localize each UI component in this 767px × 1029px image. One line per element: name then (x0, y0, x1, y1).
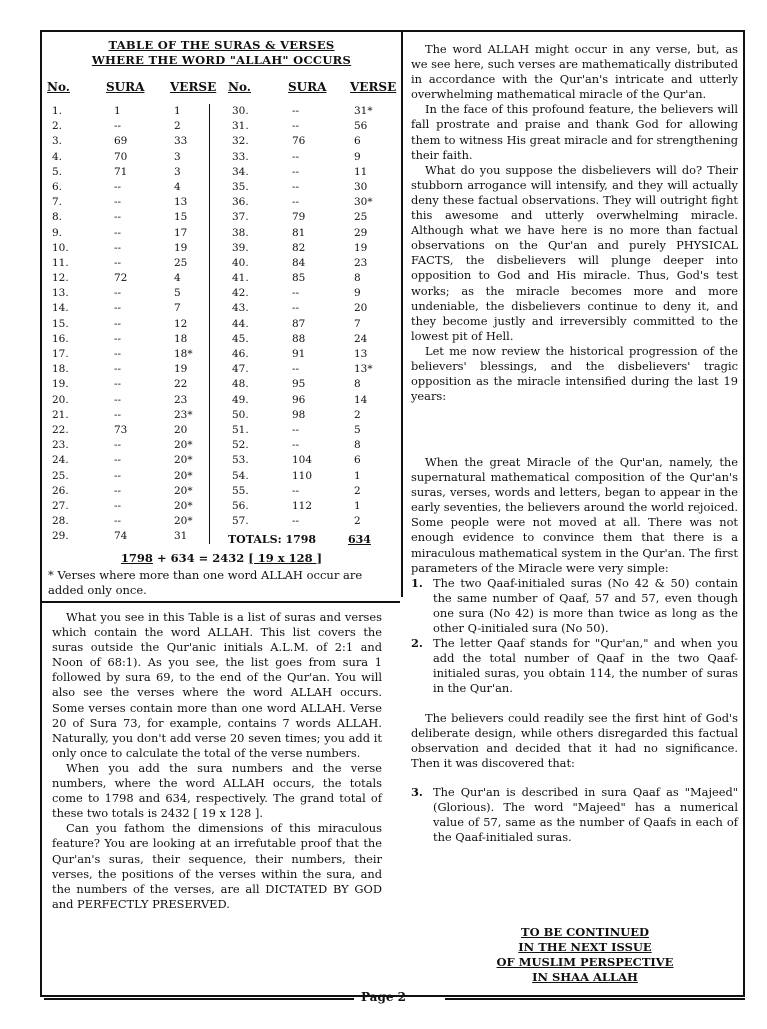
table-row (232, 195, 397, 210)
table-row (52, 393, 202, 408)
page-number: Page 2 (360, 990, 407, 1004)
table-cell-no: 48. (232, 378, 249, 391)
table-cell-no: 44. (232, 317, 249, 330)
right-paragraph-3: What do you suppose the disbelievers will do? Their stubborn arrogance will intensify, and they will actually deny these factual observations. They will outright fight this awesome and utterly overwhelming miracle. Although what we have here is no more than factual observations on the Qur'an and purely PHYSICAL FACTS, the disbelievers will plunge deeper into opposition to God and His miracle. Thus, God's test works; as the miracle becomes more and more undeniable, the disbelievers continue to deny it, and they become justly and irreversibly committed to the lowest pit of Hell. (411, 162, 738, 343)
table-cell-sura: -- (114, 363, 122, 376)
table-cell-sura: 73 (114, 423, 128, 436)
table-cell-no: 46. (232, 348, 249, 360)
table-cell-verse: 30* (354, 196, 373, 209)
table-cell-sura: 87 (292, 317, 306, 330)
table-cell-no: 30. (232, 105, 249, 117)
table-cell-verse: 30 (354, 180, 368, 193)
table-cell-no: 6. (52, 180, 63, 193)
table-cell-verse: 5 (354, 423, 361, 436)
table-row (52, 514, 202, 529)
table-cell-no: 28. (52, 515, 69, 528)
table-cell-verse: 20* (174, 439, 193, 452)
table-cell-verse: 19 (354, 241, 368, 254)
table-row (52, 332, 202, 347)
table-cell-no: 27. (52, 499, 69, 512)
table-cell-verse: 31 (174, 530, 188, 543)
table-cell-sura: -- (114, 499, 122, 512)
table-cell-sura: -- (114, 241, 122, 254)
table-cell-sura: -- (114, 332, 122, 345)
numbered-item-3-number: 3. (411, 784, 423, 799)
table-cell-sura: -- (292, 196, 300, 209)
table-cell-sura: -- (114, 120, 122, 133)
table-cell-no: 14. (52, 302, 69, 315)
table-cell-no: 17. (52, 348, 69, 360)
table-row (52, 484, 202, 499)
table-row (52, 317, 202, 332)
table-row (52, 271, 202, 286)
table-row (232, 119, 397, 134)
numbered-item-2-number: 2. (411, 636, 423, 651)
table-cell-verse: 23* (174, 408, 193, 421)
table-cell-no: 12. (52, 272, 69, 285)
table-cell-verse: 4 (174, 272, 181, 285)
table-cell-sura: 79 (292, 211, 306, 224)
table-cell-sura: 76 (292, 135, 306, 148)
continued-line-4: IN SHAA ALLAH (532, 970, 638, 984)
to-be-continued-notice (470, 925, 700, 985)
table-cell-sura: 88 (292, 332, 306, 345)
table-cell-verse: 20* (174, 484, 193, 497)
table-cell-no: 1. (52, 105, 63, 117)
table-cell-no: 35. (232, 180, 249, 193)
table-cell-sura: -- (292, 439, 300, 452)
right-paragraph-2: In the face of this profound feature, the believers will fall prostrate and praise and thank God for allowing them to witness His great miracle and for strengthening their faith. (411, 102, 738, 162)
table-row (52, 469, 202, 484)
table-cell-sura: -- (114, 302, 122, 315)
grand-total-factor: [ 19 x 128 ] (248, 551, 323, 565)
table-row (52, 134, 202, 149)
table-cell-sura: -- (114, 196, 122, 209)
table-cell-sura: 1 (114, 105, 121, 117)
table-cell-no: 34. (232, 165, 249, 178)
table-row (52, 438, 202, 453)
table-cell-verse: 9 (354, 150, 361, 163)
table-cell-sura: 96 (292, 393, 306, 406)
totals-sura: 1798 (285, 533, 317, 546)
table-row (232, 134, 397, 149)
table-cell-no: 50. (232, 408, 249, 421)
table-cell-no: 36. (232, 196, 249, 209)
table-left-half (52, 104, 202, 544)
table-subtitle: WHERE THE WORD "ALLAH" OCCURS (91, 53, 352, 67)
table-cell-verse: 9 (354, 287, 361, 300)
numbered-item-2-text: The letter Qaaf stands for "Qur'an," and when you add the total number of Qaaf in the two Qaaf-initialed suras, you obtain 114, the number of suras in the Qur'an. (433, 636, 738, 696)
right-paragraph-1: The word ALLAH might occur in any verse, but, as we see here, such verses are mathematically distributed in accordance with the Qur'an's intricate and utterly overwhelming mathematical miracle of the Qur'an. (411, 42, 738, 102)
table-cell-verse: 7 (174, 302, 181, 315)
table-row (52, 377, 202, 392)
grand-total-line (44, 551, 399, 565)
table-cell-sura: -- (292, 363, 300, 376)
table-cell-sura: 91 (292, 348, 306, 360)
table-cell-no: 13. (52, 287, 69, 300)
table-cell-no: 29. (52, 530, 69, 543)
left-paragraph-1: What you see in this Table is a list of suras and verses which contain the word ALLAH. This list covers the suras outside the Qur'anic initials A.L.M. of 2:1 and Noon of 68:1). As you see, the list goes from sura 1 followed by sura 69, to the end of the Qur'an. You will also see the verses where the word ALLAH occurs. Some verses contain more than one word ALLAH. Verse 20 of Sura 73, for example, contains 7 words ALLAH. Naturally, you don't add verse 20 seven times; you add it only once to calculate the total of the verse numbers. (52, 610, 382, 760)
table-cell-verse: 18 (174, 332, 188, 345)
table-row (232, 317, 397, 332)
table-cell-sura: 98 (292, 408, 306, 421)
table-cell-sura: 81 (292, 226, 306, 239)
table-cell-sura: -- (292, 484, 300, 497)
table-row (232, 377, 397, 392)
table-row (52, 119, 202, 134)
table-row (52, 241, 202, 256)
table-cell-sura: 95 (292, 378, 306, 391)
header-no-left: No. (47, 80, 70, 94)
table-cell-verse: 13 (174, 196, 188, 209)
table-cell-no: 5. (52, 165, 63, 178)
table-cell-no: 45. (232, 332, 249, 345)
table-cell-verse: 4 (174, 180, 181, 193)
right-paragraph-5: When the great Miracle of the Qur'an, namely, the supernatural mathematical composition of the Qur'an's suras, verses, words and letters, began to appear in the early seventies, the believers around the world rejoiced. Some people were not moved at all. There was not enough evidence to convince them that there is a miraculous mathematical system in the Qur'an. The first parameters of the Miracle were very simple: (411, 455, 738, 575)
table-cell-verse: 3 (174, 150, 181, 163)
table-row (232, 150, 397, 165)
table-cell-sura: -- (114, 317, 122, 330)
header-sura-right: SURA (288, 80, 327, 94)
table-cell-verse: 17 (174, 226, 188, 239)
table-row (52, 408, 202, 423)
table-row (232, 362, 397, 377)
left-paragraph-3: Can you fathom the dimensions of this miraculous feature? You are looking at an irrefutable proof that the Qur'an's suras, their sequence, their numbers, their verses, the positions of the verses within the sura, and the numbers of the verses, are all DICTATED BY GOD and PERFECTLY PRESERVED. (52, 821, 382, 911)
table-cell-no: 49. (232, 393, 249, 406)
right-paragraph-4: Let me now review the historical progression of the believers' blessings, and the disbelievers' tragic opposition as the miracle intensified during the last 19 years: (411, 343, 738, 404)
table-cell-no: 10. (52, 241, 69, 254)
table-row (232, 484, 397, 499)
table-cell-verse: 20* (174, 454, 193, 467)
table-row (52, 150, 202, 165)
table-cell-verse: 8 (354, 439, 361, 452)
table-cell-sura: -- (114, 378, 122, 391)
continued-line-3: OF MUSLIM PERSPECTIVE (496, 955, 674, 969)
table-cell-verse: 14 (354, 393, 368, 406)
table-cell-sura: 112 (292, 499, 313, 512)
right-paragraph-6: The believers could readily see the first hint of God's deliberate design, while others disregarded this factual observation and decided that it had no significance. Then it was discovered that: (411, 710, 738, 770)
table-cell-no: 52. (232, 439, 249, 452)
footer-rule-left (44, 998, 354, 1000)
table-cell-verse: 23 (174, 393, 188, 406)
header-no-right: No. (228, 80, 251, 94)
table-row (52, 453, 202, 468)
table-cell-no: 7. (52, 196, 63, 209)
table-cell-no: 26. (52, 484, 69, 497)
table-cell-sura: 74 (114, 530, 128, 543)
table-cell-no: 8. (52, 211, 63, 224)
table-cell-verse: 1 (174, 105, 181, 117)
table-cell-sura: -- (292, 165, 300, 178)
totals-line (228, 533, 371, 546)
table-row (232, 438, 397, 453)
page-footer (0, 990, 767, 1004)
table-row (232, 408, 397, 423)
table-center-rule (209, 104, 210, 544)
header-sura-left: SURA (106, 80, 145, 94)
table-cell-verse: 24 (354, 332, 368, 345)
table-row (232, 423, 397, 438)
table-cell-verse: 6 (354, 135, 361, 148)
table-right-half (232, 104, 397, 529)
table-cell-verse: 19 (174, 363, 188, 376)
table-cell-no: 2. (52, 120, 63, 133)
table-cell-no: 3. (52, 135, 63, 148)
table-cell-sura: 71 (114, 165, 128, 178)
table-cell-no: 54. (232, 469, 249, 482)
grand-total-plus: + 634 = (156, 551, 209, 565)
table-cell-sura: -- (114, 226, 122, 239)
table-cell-sura: -- (114, 348, 122, 360)
table-cell-verse: 2 (354, 484, 361, 497)
table-cell-no: 32. (232, 135, 249, 148)
right-column-text-bottom (411, 455, 738, 845)
table-cell-verse: 2 (174, 120, 181, 133)
table-cell-no: 11. (52, 256, 69, 269)
table-cell-sura: -- (114, 439, 122, 452)
table-cell-sura: -- (292, 150, 300, 163)
table-cell-no: 43. (232, 302, 249, 315)
table-cell-sura: -- (114, 454, 122, 467)
table-cell-no: 56. (232, 499, 249, 512)
table-row (52, 529, 202, 544)
table-cell-verse: 12 (174, 317, 188, 330)
table-row (232, 499, 397, 514)
table-cell-verse: 8 (354, 378, 361, 391)
grand-total-sura: 1798 (120, 551, 153, 565)
table-cell-verse: 22 (174, 378, 188, 391)
table-row (232, 271, 397, 286)
table-row (52, 286, 202, 301)
table-cell-verse: 2 (354, 515, 361, 528)
table-row (52, 195, 202, 210)
table-cell-verse: 13 (354, 348, 368, 360)
table-cell-no: 31. (232, 120, 249, 133)
table-cell-sura: -- (292, 180, 300, 193)
table-row (52, 499, 202, 514)
table-cell-sura: 110 (292, 469, 313, 482)
table-row (232, 165, 397, 180)
table-cell-no: 25. (52, 469, 69, 482)
column-divider (401, 32, 403, 597)
table-cell-verse: 20 (354, 302, 368, 315)
table-cell-sura: 70 (114, 150, 128, 163)
table-cell-verse: 13* (354, 363, 373, 376)
left-column-text (52, 610, 382, 912)
table-row (52, 256, 202, 271)
table-cell-sura: -- (292, 423, 300, 436)
table-cell-no: 20. (52, 393, 69, 406)
totals-label: TOTALS: (228, 533, 282, 546)
totals-verse: 634 (347, 533, 371, 546)
table-cell-verse: 2 (354, 408, 361, 421)
table-cell-no: 16. (52, 332, 69, 345)
table-cell-sura: -- (292, 120, 300, 133)
table-cell-sura: -- (114, 256, 122, 269)
table-cell-no: 40. (232, 256, 249, 269)
table-cell-verse: 33 (174, 135, 188, 148)
table-cell-verse: 18* (174, 348, 193, 360)
table-cell-sura: 84 (292, 256, 306, 269)
table-row (232, 453, 397, 468)
numbered-item-3-text: The Qur'an is described in sura Qaaf as "Majeed" (Glorious). The word "Majeed" has a numerical value of 57, same as the number of Qaafs in each of the Qaaf-initialed suras. (433, 784, 738, 845)
table-cell-verse: 11 (354, 165, 368, 178)
grand-total-value: 2432 (212, 551, 245, 565)
left-paragraph-2: When you add the sura numbers and the verse numbers, where the word ALLAH occurs, the totals come to 1798 and 634, respectively. The grand total of these two totals is 2432 [ 19 x 128 ]. (52, 760, 382, 821)
table-cell-sura: -- (292, 105, 300, 117)
table-cell-verse: 1 (354, 469, 361, 482)
table-cell-no: 24. (52, 454, 69, 467)
table-row (232, 347, 397, 362)
table-cell-no: 47. (232, 363, 249, 376)
table-cell-sura: -- (292, 287, 300, 300)
table-cell-no: 38. (232, 226, 249, 239)
table-cell-sura: -- (114, 287, 122, 300)
header-verse-right: VERSE (350, 80, 397, 94)
table-title: TABLE OF THE SURAS & VERSES (108, 38, 335, 52)
numbered-item-2 (411, 636, 738, 696)
table-row (52, 423, 202, 438)
table-cell-verse: 20* (174, 515, 193, 528)
table-cell-sura: -- (114, 469, 122, 482)
table-row (52, 301, 202, 316)
table-row (232, 301, 397, 316)
table-row (232, 332, 397, 347)
table-row (52, 210, 202, 225)
table-cell-no: 37. (232, 211, 249, 224)
numbered-item-3 (411, 785, 738, 845)
right-column-text-top (411, 42, 738, 404)
table-cell-no: 15. (52, 317, 69, 330)
table-cell-verse: 6 (354, 454, 361, 467)
table-cell-no: 19. (52, 378, 69, 391)
table-cell-no: 33. (232, 150, 249, 163)
table-bottom-rule (42, 601, 400, 603)
table-cell-sura: -- (114, 180, 122, 193)
continued-line-2: IN THE NEXT ISSUE (518, 940, 652, 954)
table-row (52, 165, 202, 180)
table-cell-no: 21. (52, 408, 69, 421)
table-cell-no: 9. (52, 226, 63, 239)
table-row (52, 347, 202, 362)
table-cell-verse: 29 (354, 226, 368, 239)
numbered-item-1 (411, 576, 738, 636)
footer-rule-right (445, 998, 745, 1000)
table-row (52, 180, 202, 195)
table-cell-sura: 82 (292, 241, 306, 254)
table-cell-verse: 8 (354, 272, 361, 285)
table-cell-sura: -- (114, 484, 122, 497)
table-row (52, 104, 202, 119)
table-cell-sura: 104 (292, 454, 313, 467)
table-cell-verse: 1 (354, 499, 361, 512)
table-cell-verse: 20* (174, 499, 193, 512)
table-cell-no: 41. (232, 272, 249, 285)
table-row (52, 362, 202, 377)
table-cell-verse: 19 (174, 241, 188, 254)
table-cell-no: 53. (232, 454, 249, 467)
table-cell-no: 4. (52, 150, 63, 163)
table-row (232, 393, 397, 408)
table-row (232, 180, 397, 195)
header-verse-left: VERSE (170, 80, 217, 94)
table-cell-sura: 85 (292, 272, 306, 285)
table-cell-verse: 5 (174, 287, 181, 300)
table-cell-verse: 20* (174, 469, 193, 482)
table-row (232, 286, 397, 301)
table-cell-verse: 15 (174, 211, 188, 224)
table-cell-verse: 25 (174, 256, 188, 269)
table-cell-no: 39. (232, 241, 249, 254)
table-cell-verse: 20 (174, 423, 188, 436)
numbered-item-1-number: 1. (411, 575, 423, 590)
table-cell-sura: -- (114, 515, 122, 528)
table-row (52, 226, 202, 241)
table-cell-sura: -- (292, 515, 300, 528)
table-row (232, 241, 397, 256)
table-cell-verse: 31* (354, 105, 373, 117)
table-cell-no: 22. (52, 423, 69, 436)
table-cell-sura: 72 (114, 272, 128, 285)
table-cell-verse: 7 (354, 317, 361, 330)
table-row (232, 514, 397, 529)
table-row (232, 226, 397, 241)
table-cell-no: 57. (232, 515, 249, 528)
table-cell-no: 42. (232, 287, 249, 300)
table-row (232, 104, 397, 119)
table-cell-sura: -- (292, 302, 300, 315)
table-cell-sura: -- (114, 408, 122, 421)
table-cell-verse: 3 (174, 165, 181, 178)
table-row (232, 210, 397, 225)
table-cell-sura: 69 (114, 135, 128, 148)
table-cell-no: 23. (52, 439, 69, 452)
table-row (232, 256, 397, 271)
numbered-item-1-text: The two Qaaf-initialed suras (No 42 & 50) contain the same number of Qaaf, 57 and 57, even though one sura (No 42) is more than twice as long as the other Q-initialed sura (No 50). (433, 575, 738, 636)
table-cell-no: 18. (52, 363, 69, 376)
table-cell-verse: 56 (354, 120, 368, 133)
table-footnote: * Verses where more than one word ALLAH occur are added only once. (48, 568, 363, 597)
table-cell-no: 55. (232, 484, 249, 497)
table-cell-sura: -- (114, 393, 122, 406)
table-cell-verse: 23 (354, 256, 368, 269)
table-cell-sura: -- (114, 211, 122, 224)
continued-line-1: TO BE CONTINUED (521, 925, 649, 939)
table-row (232, 469, 397, 484)
table-cell-no: 51. (232, 423, 249, 436)
table-cell-verse: 25 (354, 211, 368, 224)
